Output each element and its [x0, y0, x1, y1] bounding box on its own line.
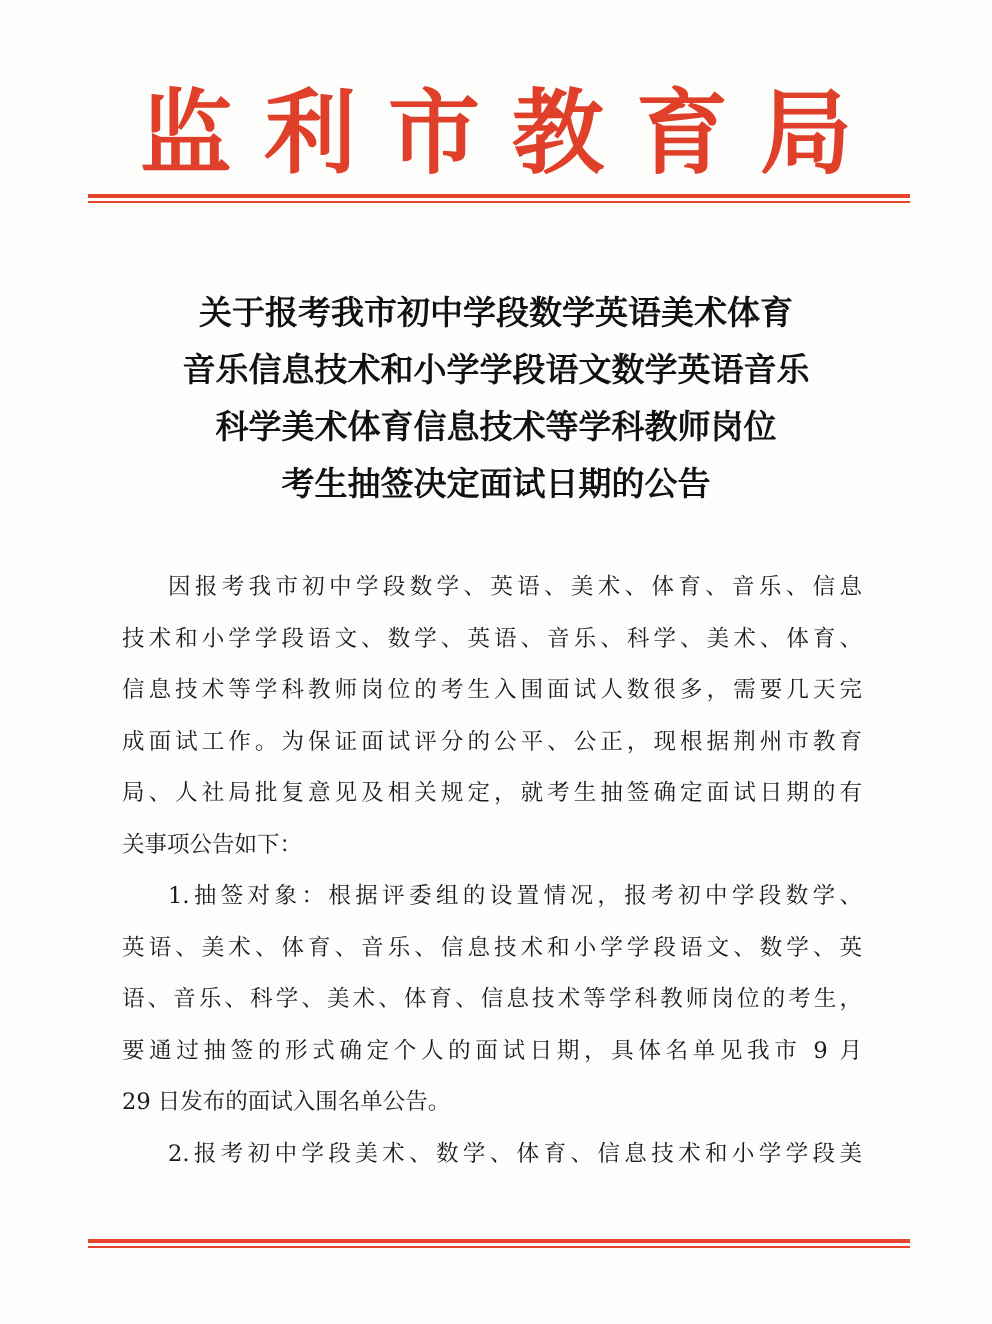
letterhead-red-rule-bottom	[88, 1239, 910, 1248]
body-line: 技术和小学学段语文、数学、英语、音乐、科学、美术、体育、	[122, 625, 862, 652]
body-line: 信息技术等学科教师岗位的考生入围面试人数很多，需要几天完	[122, 677, 862, 703]
notice-title-line: 音乐信息技术和小学学段语文数学英语音乐	[182, 350, 810, 389]
notice-title	[120, 284, 872, 512]
body-line: 局、人社局批复意见及相关规定，就考生抽签确定面试日期的有	[122, 780, 862, 806]
notice-title-line: 科学美术体育信息技术等学科教师岗位	[215, 407, 777, 446]
notice-title-line: 考生抽签决定面试日期的公告	[281, 464, 711, 503]
letterhead-agency-name: 监利市教育局	[139, 79, 884, 187]
body-line: 语、音乐、科学、美术、体育、信息技术等学科教师岗位的考生，	[122, 986, 862, 1012]
body-line: 关事项公告如下：	[122, 831, 303, 858]
body-line: 英语、美术、体育、音乐、信息技术和小学学段语文、数学、英	[122, 934, 862, 961]
body-line: 29 日发布的面试入围名单公告。	[122, 1089, 451, 1115]
notice-title-line: 关于报考我市初中学段数学英语美术体育	[199, 293, 793, 332]
body-line: 1.抽签对象：根据评委组的设置情况，报考初中学段数学、	[168, 883, 862, 909]
notice-body	[122, 562, 862, 1180]
letterhead-red-rule-top	[88, 194, 910, 203]
body-line: 成面试工作。为保证面试评分的公平、公正，现根据荆州市教育	[122, 728, 862, 755]
body-line: 要通过抽签的形式确定个人的面试日期，具体名单见我市 9 月	[122, 1037, 862, 1064]
body-line: 因报考我市初中学段数学、英语、美术、体育、音乐、信息	[168, 574, 862, 600]
body-line: 2.报考初中学段美术、数学、体育、信息技术和小学学段美	[168, 1140, 862, 1167]
